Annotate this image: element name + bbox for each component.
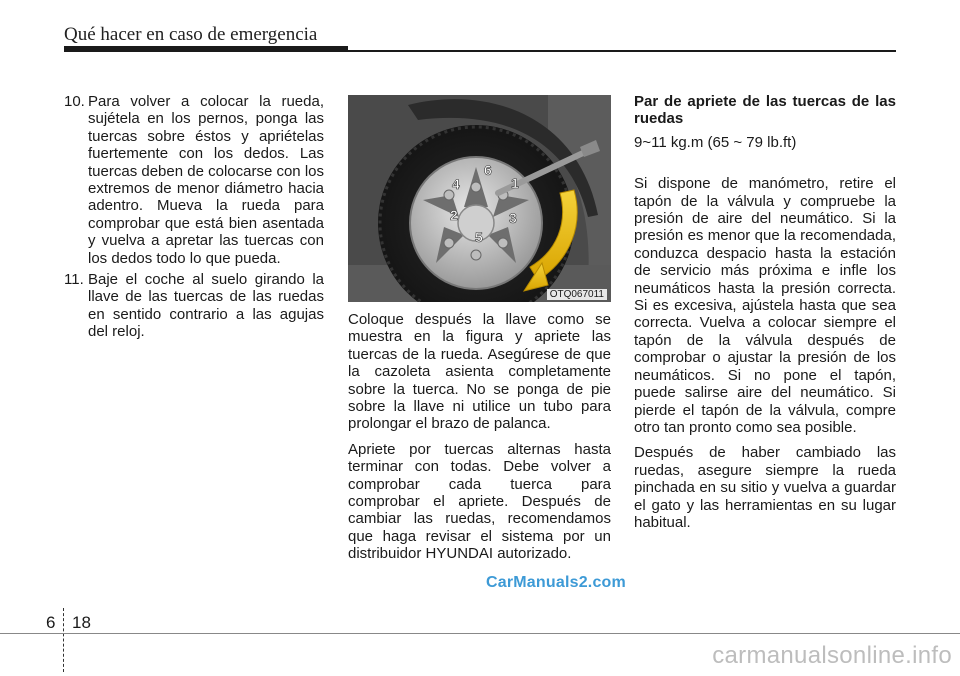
nut-label-6: 6 bbox=[484, 162, 492, 178]
step-text: Baje el coche al suelo girando la llave de las tuercas de las ruedas en sentido contrario a las agujas del reloj. bbox=[88, 271, 324, 341]
column-middle bbox=[348, 311, 611, 571]
column-left bbox=[64, 93, 324, 345]
column-right bbox=[634, 93, 896, 539]
paragraph: Si dispone de manómetro, retire el tapón de la válvula y compruebe la presión de aire del neumático. Si la presión es menor que la recomendada, conduzca despacio hasta la estación de servicio más próxima e infle los neumáticos hasta la presión correcta. Si es excesiva, ajústela hasta que sea correcta. Vuelva a colocar siempre el tapón de la válvula después de comprobar o ajustar la presión de los neumáticos. Si no pone el tapón, puede salirse aire del neumático. Si pierde el tapón de la válvula, compre otro tan pronto como sea posible. bbox=[634, 175, 896, 436]
page-number: 18 bbox=[72, 613, 91, 632]
paragraph: Después de haber cambiado las ruedas, asegure siempre la rueda pinchada en su sitio y vuelva a guardar el gato y las herramientas en su lugar habitual. bbox=[634, 444, 896, 531]
nut-label-5: 5 bbox=[475, 229, 483, 245]
torque-spec-value: 9~11 kg.m (65 ~ 79 lb.ft) bbox=[634, 133, 797, 151]
nut-label-1: 1 bbox=[511, 175, 519, 191]
page-divider bbox=[63, 608, 64, 672]
header-rule bbox=[348, 50, 896, 52]
footer-site-link[interactable]: carmanualsonline.info bbox=[712, 642, 952, 669]
nut-label-2: 2 bbox=[450, 207, 458, 223]
header-bar bbox=[64, 46, 348, 52]
step-10 bbox=[64, 93, 324, 267]
figure-code: OTQ067011 bbox=[547, 289, 607, 300]
torque-spec-title: Par de apriete de las tuercas de las ruedas bbox=[634, 93, 896, 128]
paragraph: Apriete por tuercas alternas hasta terminar con todas. Debe volver a comprobar cada tuerca para comprobar el apriete. Después de cambiar las ruedas, recomendamos que haga revisar el sistema por un distribuidor HYUNDAI autorizado. bbox=[348, 440, 611, 563]
wheel-figure bbox=[348, 95, 611, 302]
nut-label-4: 4 bbox=[452, 176, 460, 192]
step-number: 10. bbox=[64, 93, 85, 110]
step-text: Para volver a colocar la rueda, sujétela en los pernos, ponga las tuercas sobre éstos y apriételas fuertemente con los dedos. Las tuercas deben de colocarse con los extremos de menor diámetro hacia adentro. Mueva la rueda para comprobar que está bien asentada y vuelva a apretar las tuercas con los dedos todo lo que pueda. bbox=[88, 93, 324, 267]
paragraph: Coloque después la llave como se muestra en la figura y apriete las tuercas de la rueda. Asegúrese de que la cazoleta asienta completamente sobre la tuerca. No se ponga de pie sobre la llave ni utilice un tubo para prolongar el brazo de palanca. bbox=[348, 311, 611, 433]
wheel-illustration bbox=[348, 95, 611, 302]
step-11 bbox=[64, 271, 324, 341]
section-number: 6 bbox=[46, 613, 56, 632]
nut-label-3: 3 bbox=[509, 210, 517, 226]
step-number: 11. bbox=[64, 271, 84, 289]
watermark-link[interactable]: CarManuals2.com bbox=[486, 574, 626, 591]
page-header-title: Qué hacer en caso de emergencia bbox=[64, 24, 318, 45]
footer-rule bbox=[0, 633, 960, 634]
